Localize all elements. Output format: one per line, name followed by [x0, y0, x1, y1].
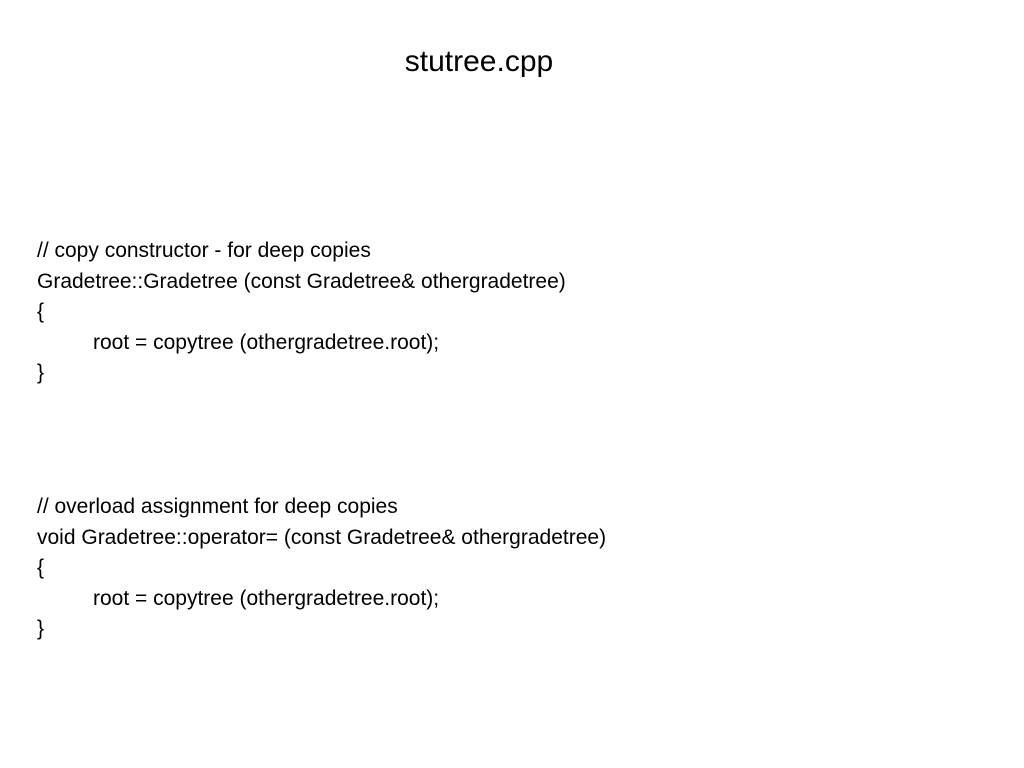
code-close-brace-line: } — [37, 617, 45, 640]
slide-title: stutree.cpp — [404, 45, 554, 78]
code-open-brace-line: { — [37, 300, 45, 323]
code-comment-line: // copy constructor - for deep copies — [37, 239, 371, 262]
code-comment-line: // overload assignment for deep copies — [37, 495, 398, 518]
code-close-brace-line: } — [37, 361, 45, 384]
copy-constructor-code-block — [37, 236, 566, 389]
code-signature-line: void Gradetree::operator= (const Gradetree& othergradetree) — [37, 525, 607, 549]
code-body-line: root = copytree (othergradetree.root); — [93, 330, 440, 354]
code-body-line: root = copytree (othergradetree.root); — [93, 586, 440, 610]
code-open-brace-line: { — [37, 556, 45, 579]
assignment-operator-code-block — [37, 492, 606, 645]
code-signature-line: Gradetree::Gradetree (const Gradetree& othergradetree) — [37, 269, 566, 293]
